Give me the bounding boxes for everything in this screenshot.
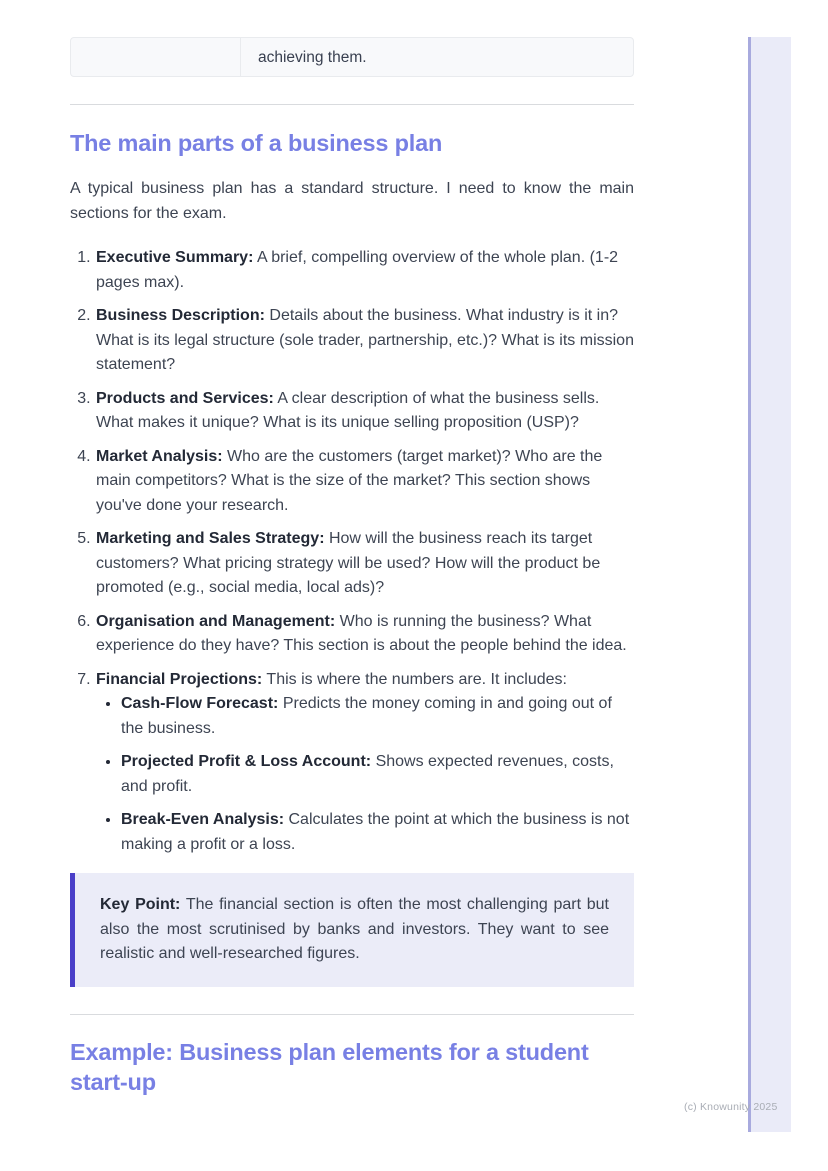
intro-paragraph: A typical business plan has a standard structure. I need to know the main sections for the exam.: [70, 180, 634, 222]
sub-list-item-title: Break-Even Analysis:: [121, 811, 285, 828]
sub-list-item: [121, 750, 634, 799]
sub-list-item-text: Calculates the point at which the business is not making a profit or a loss.: [121, 811, 630, 853]
document-page: [70, 37, 634, 1097]
sub-list-item: [121, 692, 634, 741]
financial-sublist: [96, 692, 634, 857]
list-item: [95, 445, 634, 519]
list-item-title: Executive Summary:: [96, 249, 254, 266]
list-item-text: Who is running the business? What experience do they have? This section is about the people behind the idea.: [96, 612, 627, 654]
list-item-title: Organisation and Management:: [96, 612, 336, 630]
list-item-title: Products and Services:: [96, 389, 274, 407]
list-item: [95, 610, 634, 659]
list-item-text: Details about the business. What industry is it in? What is its legal structure (sole trader, partnership, etc.)? What is its mission statement?: [96, 307, 634, 373]
page-edge-stripe: [748, 37, 791, 1132]
list-item: [95, 387, 634, 436]
list-item: [95, 527, 634, 601]
section-heading-main-parts: The main parts of a business plan: [70, 130, 443, 156]
table-cell-text: achieving them.: [258, 49, 367, 66]
copyright-watermark: (c) Knowunity 2025: [684, 1101, 778, 1113]
sub-list-item-text: Predicts the money coming in and going out of the business.: [121, 695, 612, 737]
sub-list-item-title: Projected Profit & Loss Account:: [121, 753, 372, 770]
key-point-callout: [70, 873, 634, 987]
key-point-text: The financial section is often the most challenging part but also the most scrutinised by banks and investors. They want to see realistic and well-researched figures.: [100, 896, 609, 962]
key-point-label: Key Point:: [100, 896, 181, 913]
table-fragment: [70, 37, 634, 77]
list-item-title: Financial Projections:: [96, 670, 263, 688]
list-item: [95, 304, 634, 378]
section-divider: [70, 1014, 634, 1015]
list-item-text: Who are the customers (target market)? Who are the main competitors? What is the size of the market? This section shows you've done your research.: [96, 447, 603, 514]
sub-list-item-text: Shows expected revenues, costs, and profit.: [121, 753, 614, 795]
list-item-text: A clear description of what the business sells. What makes it unique? What is its unique selling proposition (USP)?: [96, 389, 600, 431]
business-plan-parts-list: [70, 246, 634, 857]
table-cell-empty: [71, 38, 241, 76]
list-item: [95, 668, 634, 858]
list-item: [95, 246, 634, 295]
list-item-text: This is where the numbers are. It includes:: [266, 670, 567, 688]
sub-list-item-title: Cash-Flow Forecast:: [121, 695, 279, 712]
sub-list-item: [121, 808, 634, 857]
list-item-title: Market Analysis:: [96, 447, 223, 465]
section-heading-example: Example: Business plan elements for a student start-up: [70, 1038, 589, 1095]
list-item-text: A brief, compelling overview of the whole plan. (1-2 pages max).: [96, 249, 619, 291]
list-item-title: Marketing and Sales Strategy:: [96, 530, 325, 547]
list-item-title: Business Description:: [96, 307, 265, 324]
section-divider: [70, 104, 634, 105]
list-item-text: How will the business reach its target customers? What pricing strategy will be used? How will the product be promoted (e.g., social media, local ads)?: [96, 530, 601, 596]
